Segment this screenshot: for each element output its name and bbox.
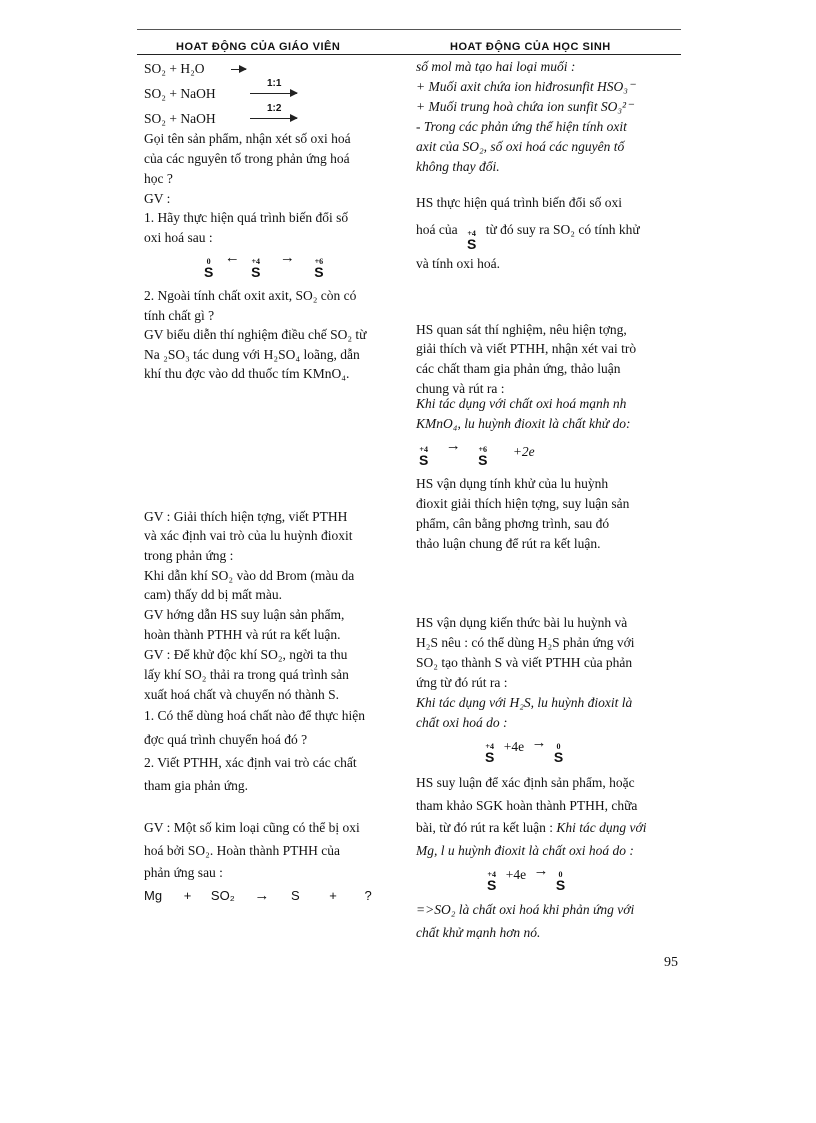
oxidant-line: chất oxi hoá do : bbox=[416, 715, 508, 730]
h2s-line: HS vận dụng kiến thức bài lu huỳnh và bbox=[416, 615, 628, 630]
question-naming-line: Gọi tên sản phẩm, nhận xét số oxi hoá bbox=[144, 131, 351, 146]
experiment-line: GV biểu diễn thí nghiệm điều chế SO₂ từ bbox=[144, 327, 367, 342]
sulfur-plus4: +4 S bbox=[466, 229, 477, 252]
observation-line: giải thích và viết PTHH, nhận xét vai trò bbox=[416, 341, 637, 356]
explain-line: đợc quá trình chuyển hoá đó ? bbox=[144, 732, 308, 747]
explain-line: 1. Có thể dùng hoá chất nào để thực hiện bbox=[144, 708, 366, 723]
top-rule bbox=[137, 29, 681, 30]
arrow-right-icon: → bbox=[445, 438, 461, 454]
reaction-so2-naoh-2: SO₂ + NaOH bbox=[144, 111, 216, 126]
salt-line: không thay đổi. bbox=[416, 159, 500, 174]
observation-line: các chất tham gia phản ứng, thảo luận bbox=[416, 361, 621, 376]
deduce-line: HS suy luận để xác định sản phẩm, hoặc bbox=[416, 775, 635, 790]
half-equation-3: +4 S +4e → 0 S bbox=[487, 863, 566, 893]
explain-line: 2. Viết PTHH, xác định vai trò các chất bbox=[144, 755, 357, 770]
arrow-right-icon: → bbox=[533, 863, 549, 879]
reaction-mg-so2: Mg + SO₂ → S + ? bbox=[144, 887, 372, 904]
explain-line: Khi dẫn khí SO₂ vào dd Brom (màu da bbox=[144, 568, 355, 583]
header-rule bbox=[137, 54, 681, 55]
explain-line: xuất hoá chất và chuyển nó thành S. bbox=[144, 687, 339, 702]
sulfur-plus4: +4 S bbox=[251, 257, 261, 280]
deduce-line: Mg, l u huỳnh đioxit là chất oxi hoá do : bbox=[416, 843, 634, 858]
ratio-label-1: 1:1 bbox=[267, 78, 282, 89]
explain-line: tham gia phản ứng. bbox=[144, 778, 249, 793]
header-teacher: HOAT ĐỘNG CỦA GIÁO VIÊN bbox=[176, 41, 341, 53]
explain-line: GV : Để khử độc khí SO₂, ngời ta thu bbox=[144, 647, 348, 662]
oxidant-line: Khi tác dụng với H₂S, lu huỳnh đioxit là bbox=[416, 695, 633, 710]
salt-line: + Muối axit chứa ion hiđrosunfit HSO₃⁻ bbox=[416, 79, 636, 94]
oxidation-chain bbox=[204, 250, 324, 279]
arrow-icon bbox=[231, 69, 246, 70]
reduction-explain-line: phẩm, cân bằng phơng trình, sau đó bbox=[416, 516, 610, 531]
page-number: 95 bbox=[664, 955, 678, 970]
experiment-line: khí thu đợc vào dd thuốc tím KMnO₄. bbox=[144, 366, 350, 381]
reaction-so2-naoh-1: SO₂ + NaOH bbox=[144, 86, 216, 101]
reducing-agent-line: Khi tác dụng với chất oxi hoá mạnh nh bbox=[416, 396, 627, 411]
arrow-right-icon: → bbox=[531, 735, 547, 751]
deduce-line: tham khảo SGK hoàn thành PTHH, chữa bbox=[416, 798, 638, 813]
question-1-line: oxi hoá sau : bbox=[144, 230, 213, 245]
gv-label: GV : bbox=[144, 191, 171, 206]
sulfur-0: 0 S bbox=[204, 257, 214, 280]
salt-line: axit của SO₂, số oxi hoá các nguyên tố bbox=[416, 139, 625, 154]
half-equation-1: +4 S → +6 S +2e bbox=[419, 438, 535, 468]
reduction-explain-line: đioxit giải thích hiện tợng, suy luận sản bbox=[416, 496, 630, 511]
salt-line: - Trong các phản ứng thể hiện tính oxit bbox=[416, 119, 627, 134]
question-2-line: tính chất gì ? bbox=[144, 308, 215, 323]
hs-oxidation-line: và tính oxi hoá. bbox=[416, 256, 500, 271]
salt-line: + Muối trung hoà chứa ion sunfit SO₃²⁻ bbox=[416, 99, 634, 114]
question-naming-line: của các nguyên tố trong phản ứng hoá bbox=[144, 151, 350, 166]
experiment-line: Na ₂SO₃ tác dung với H₂SO₄ loãng, dẫn bbox=[144, 347, 360, 362]
explain-line: GV hớng dẫn HS suy luận sản phẩm, bbox=[144, 607, 345, 622]
arrow-icon: → bbox=[254, 887, 270, 904]
question-2-line: 2. Ngoài tính chất oxit axit, SO₂ còn có bbox=[144, 288, 357, 303]
ratio-label-2: 1:2 bbox=[267, 103, 282, 114]
arrow-icon bbox=[250, 93, 297, 94]
metal-question-line: hoá bởi SO₂. Hoàn thành PTHH của bbox=[144, 843, 340, 858]
reduction-explain-line: HS vận dụng tính khử của lu huỳnh bbox=[416, 476, 609, 491]
hs-oxidation-line-2: hoá của +4 S từ đó suy ra SO₂ có tính khử bbox=[416, 222, 640, 252]
explain-line: và xác định vai trò của lu huỳnh đioxit bbox=[144, 528, 353, 543]
deduce-line: bài, từ đó rút ra kết luận : Khi tác dụng với bbox=[416, 820, 647, 835]
arrow-icon bbox=[250, 118, 297, 119]
hs-oxidation-line: HS thực hiện quá trình biến đổi số oxi bbox=[416, 195, 623, 210]
explain-line: lấy khí SO₂ thải ra trong quá trình sản bbox=[144, 667, 349, 682]
explain-line: cam) thấy dd bị mất màu. bbox=[144, 587, 282, 602]
explain-line: GV : Giải thích hiện tợng, viết PTHH bbox=[144, 509, 348, 524]
h2s-line: ứng từ đó rút ra : bbox=[416, 675, 508, 690]
question-1-line: 1. Hãy thực hiện quá trình biến đổi số bbox=[144, 210, 349, 225]
sulfur-plus6: +6 S bbox=[314, 257, 324, 280]
header-student: HOAT ĐỘNG CỦA HỌC SINH bbox=[450, 41, 611, 53]
observation-line: HS quan sát thí nghiệm, nêu hiện tợng, bbox=[416, 322, 627, 337]
metal-question-line: phản ứng sau : bbox=[144, 865, 223, 880]
reducing-agent-line: KMnO₄, lu huỳnh đioxit là chất khử do: bbox=[416, 416, 631, 431]
question-naming-line: học ? bbox=[144, 171, 173, 186]
conclusion-line: =>SO₂ là chất oxi hoá khi phản ứng với bbox=[416, 902, 635, 917]
reaction-so2-h2o: SO₂ + H₂O bbox=[144, 61, 205, 76]
explain-line: hoàn thành PTHH và rút ra kết luận. bbox=[144, 627, 341, 642]
arrow-right-icon: → bbox=[279, 250, 295, 266]
reduction-explain-line: thảo luận chung để rút ra kết luận. bbox=[416, 536, 601, 551]
observation-line: chung và rút ra : bbox=[416, 381, 505, 396]
conclusion-line: chất khử mạnh hơn nó. bbox=[416, 925, 541, 940]
h2s-line: SO₂ tạo thành S và viết PTHH của phản bbox=[416, 655, 633, 670]
explain-line: trong phản ứng : bbox=[144, 548, 234, 563]
salt-line: số mol mà tạo hai loại muối : bbox=[416, 59, 576, 74]
arrow-left-icon: ← bbox=[224, 250, 240, 266]
half-equation-2: +4 S +4e → 0 S bbox=[485, 735, 564, 765]
metal-question-line: GV : Một số kim loại cũng có thể bị oxi bbox=[144, 820, 360, 835]
h2s-line: H₂S nêu : có thể dùng H₂S phản ứng với bbox=[416, 635, 635, 650]
